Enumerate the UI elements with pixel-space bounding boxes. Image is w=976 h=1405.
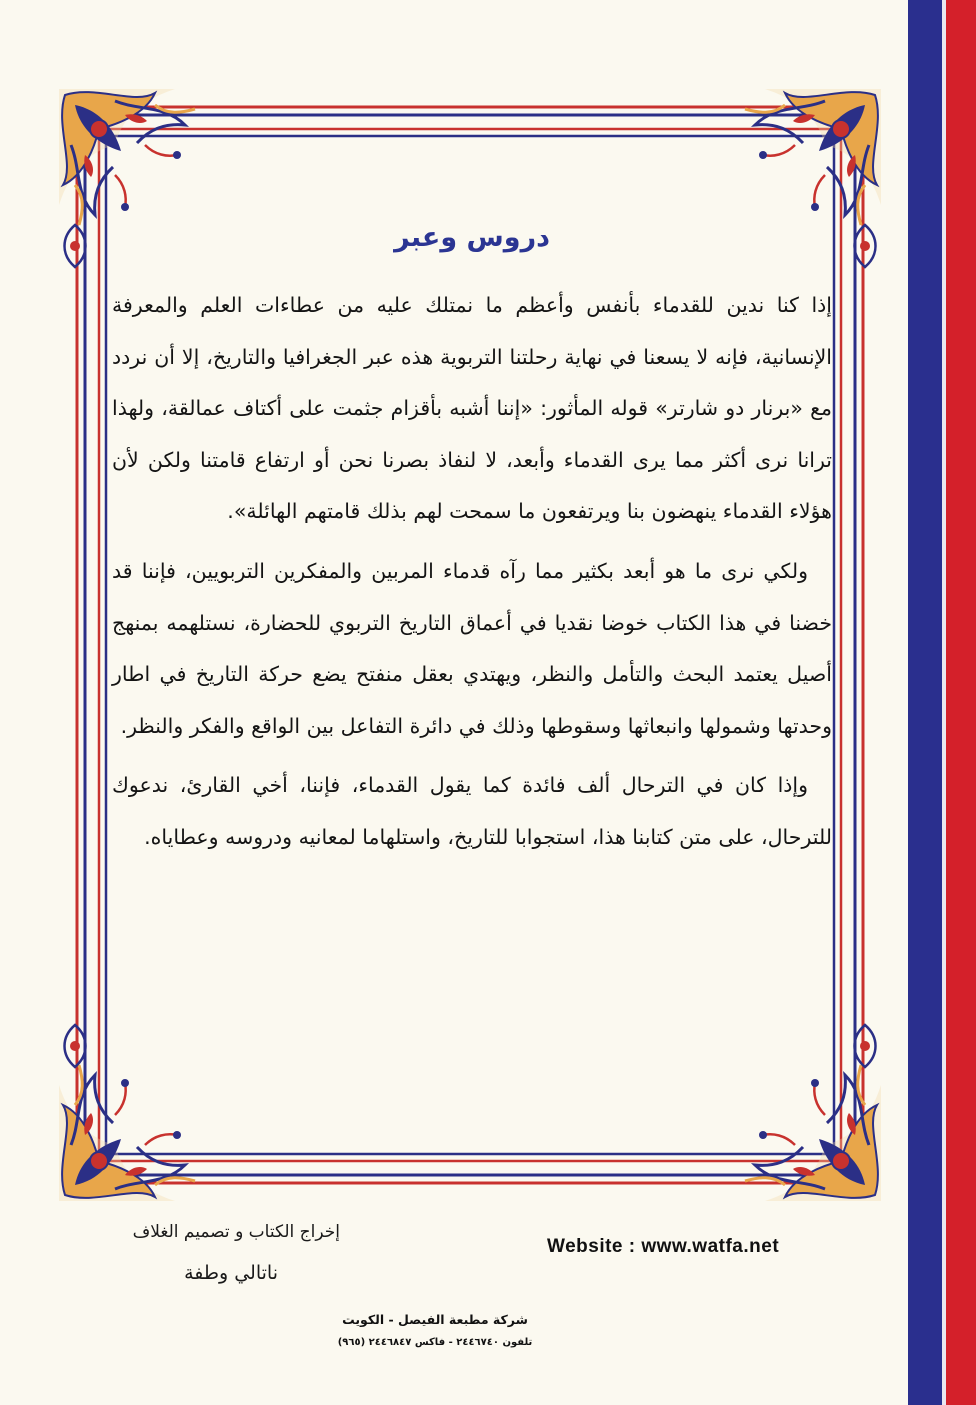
paragraph: ولكي نرى ما هو أبعد بكثير مما رآه قدماء المربين والمفكرين التربويين، فإننا قد خضنا في هذا الكتاب خوضا نقديا في أعماق التاريخ التربوي للحضارة، نستلهمه بمنهج أصيل يعتمد البحث والتأمل والنظر، ويهتدي بعقل منفتح يضع حركة التاريخ في اطار وحدتها وشمولها وانبعاثها وسقوطها وذلك في دائرة التفاعل بين الواقع والفكر والنظر. — [112, 558, 832, 738]
paragraph: وإذا كان في الترحال ألف فائدة كما يقول القدماء، فإننا، أخي القارئ، ندعوك للترحال، على متن كتابنا هذا، استجوابا للتاريخ، واستلهاما لمعانيه ودروسه وعطاياه. — [112, 773, 832, 849]
arabesque-corner-icon — [59, 1065, 195, 1201]
arabesque-corner-icon — [745, 89, 881, 225]
frame-side-motif — [855, 1025, 876, 1067]
arabesque-corner-icon — [745, 1065, 881, 1201]
frame-side-motif — [65, 225, 86, 267]
website-link[interactable]: Website : www.watfa.net — [547, 1236, 780, 1257]
design-credit-label: إخراج الكتاب و تصميم الغلاف — [132, 1222, 340, 1242]
section-title: دروس وعبر — [394, 222, 550, 253]
body-text — [112, 280, 832, 872]
spine-blue-stripe — [908, 0, 942, 1405]
arabesque-corner-icon — [59, 89, 195, 225]
designer-name: ناتالي وطفة — [184, 1262, 278, 1284]
paragraph: إذا كنا ندين للقدماء بأنفس وأعظم ما نمتلك عليه من عطاءات العلم والمعرفة الإنسانية، فإنه لا يسعنا في نهاية رحلتنا التربوية هذه عبر الجغرافيا والتاريخ، إلا أن نردد مع «برنار دو شارتر» قوله المأثور: «إننا أشبه بأقزام جثمت على أكتاف عمالقة، ولهذا ترانا نرى أكثر مما يرى القدماء وأبعد، لا لنفاذ بصرنا نحن أو ارتفاع قامتنا ولكن لأن هؤلاء القدماء ينهضون بنا ويرتفعون ما سمحت لهم بذلك قامتهم الهائلة». — [112, 293, 832, 524]
printer-contact: تلفون ٢٤٤٦٧٤٠ - فاكس ٢٤٤٦٨٤٧ (٩٦٥) — [337, 1337, 533, 1348]
frame-side-motif — [65, 1025, 86, 1067]
spine-red-stripe — [946, 0, 976, 1405]
frame-side-motif — [855, 225, 876, 267]
printer-name: شركة مطبعة الفيصل - الكويت — [342, 1312, 528, 1327]
